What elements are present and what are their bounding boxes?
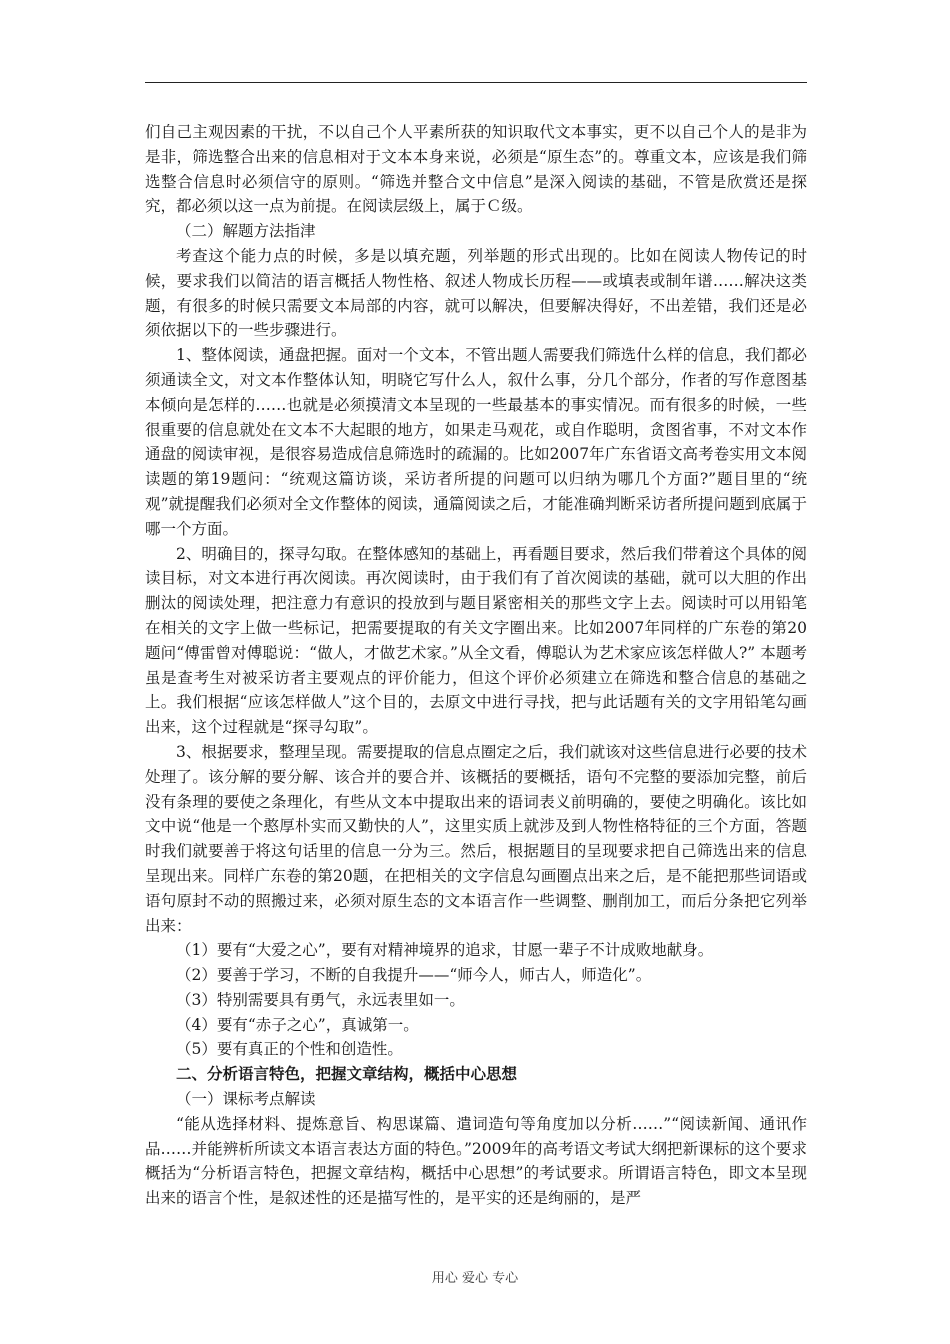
step-1-paragraph: 1、整体阅读，通盘把握。面对一个文本，不管出题人需要我们筛选什么样的信息，我们都必须通读全文，对文本作整体认知，明晓它写什么人，叙什么事，分几个部分，作者的写作意图基本倾向是怎样的……也就是必须摸清文本呈现的一些最基本的事实情况。而有很多的时候，一些很重要的信息就处在文本不大起眼的地方，如果走马观花，或自作聪明，贪图省事，不对文本作通盘的阅读审视，是很容易造成信息筛选时的疏漏的。比如2007年广东省语文高考卷实用文本阅读题的第19题问：“统观这篇访谈，采访者所提的问题可以归纳为哪几个方面?”题目里的“统观”就提醒我们必须对全文作整体的阅读，通篇阅读之后，才能准确判断采访者所提问题到底属于哪一个方面。 — [145, 346, 807, 538]
list-item-1: （1）要有“大爱之心”，要有对精神境界的追求，甘愿一辈子不计成败地献身。 — [176, 941, 714, 960]
subsection-heading-standards: （一）课标考点解读 — [176, 1090, 316, 1109]
section-heading-solution-methods: （二）解题方法指津 — [176, 222, 316, 241]
list-item-3: （3）特别需要具有勇气，永远表里如一。 — [176, 990, 465, 1009]
list-item-2: （2）要善于学习，不断的自我提升——“师今人，师古人，师造化”。 — [176, 966, 652, 985]
paragraph-3: 考查这个能力点的时候，多是以填充题，列举题的形式出现的。比如在阅读人物传记的时候，要求我们以简洁的语言概括人物性格、叙述人物成长历程——或填表或制年谱……解决这类题，有很多的时候只需要文本局部的内容，就可以解决，但要解决得好，不出差错，我们还是必须依据以下的一些步骤进行。 — [145, 246, 807, 340]
page-footer: 用心 爱心 专心 — [431, 1271, 519, 1286]
paragraph-last: “能从选择材料、提炼意旨、构思谋篇、遣词造句等角度加以分析……”“阅读新闻、通讯作品……并能辨析所读文本语言表达方面的特色。”2009年的高考语文考试大纲把新课标的这个要求概括为“分析语言特色，把握文章结构，概括中心思想”的考试要求。所谓语言特色，即文本呈现出来的语言个性，是叙述性的还是描写性的，是平实的还是绚丽的，是严 — [145, 1114, 807, 1208]
document-body — [145, 120, 807, 1211]
list-item-4: （4）要有“赤子之心”，真诚第一。 — [176, 1015, 419, 1034]
paragraph-1: 们自己主观因素的干扰，不以自己个人平素所获的知识取代文本事实，更不以自己个人的是非为是非，筛选整合出来的信息相对于文本本身来说，必须是“原生态”的。尊重文本，应该是我们筛选整合信息时必须信守的原则。“筛选并整合文中信息”是深入阅读的基础，不管是欣赏还是探究，都必须以这一点为前提。在阅读层级上，属于Ｃ级。 — [145, 123, 807, 216]
header-rule — [145, 82, 807, 83]
step-2-paragraph: 2、明确目的，探寻勾取。在整体感知的基础上，再看题目要求，然后我们带着这个具体的阅读目标，对文本进行再次阅读。再次阅读时，由于我们有了首次阅读的基础，就可以大胆的作出删汰的阅读处理，把注意力有意识的投放到与题目紧密相关的那些文字上去。阅读时可以用铅笔在相关的文字上做一些标记，把需要提取的有关文字圈出来。比如2007年同样的广东卷的第20题问“傅雷曾对傅聪说：“做人，才做艺术家。”从全文看，傅聪认为艺术家应该怎样做人?” 本题考虽是查考生对被采访者主要观点的评价能力，但这个评价必须建立在筛选和整合信息的基础之上。我们根据“应该怎样做人”这个目的，去原文中进行寻找，把与此话题有关的文字用铅笔勾画出来，这个过程就是“探寻勾取”。 — [145, 544, 807, 737]
section-heading-language-analysis: 二、分析语言特色，把握文章结构，概括中心思想 — [176, 1064, 518, 1084]
step-3-paragraph: 3、根据要求，整理呈现。需要提取的信息点圈定之后，我们就该对这些信息进行必要的技术处理了。该分解的要分解、该合并的要合并、该概括的要概括，语句不完整的要添加完整，前后没有条理的要使之条理化，有些从文本中提取出来的语词表义前明确的，要使之明确化。该比如文中说“他是一个憨厚朴实而又勤快的人”，这里实质上就涉及到人物性格特征的三个方面，答题时我们就要善于将这句话里的信息一分为三。然后，根据题目的呈现要求把自己筛选出来的信息呈现出来。同样广东卷的第20题，在把相关的文字信息勾画圈点出来之后，是不能把那些词语或语句原封不动的照搬过来，必须对原生态的文本语言作一些调整、删削加工，而后分条把它列举出来： — [145, 742, 807, 935]
list-item-5: （5）要有真正的个性和创造性。 — [176, 1040, 403, 1059]
